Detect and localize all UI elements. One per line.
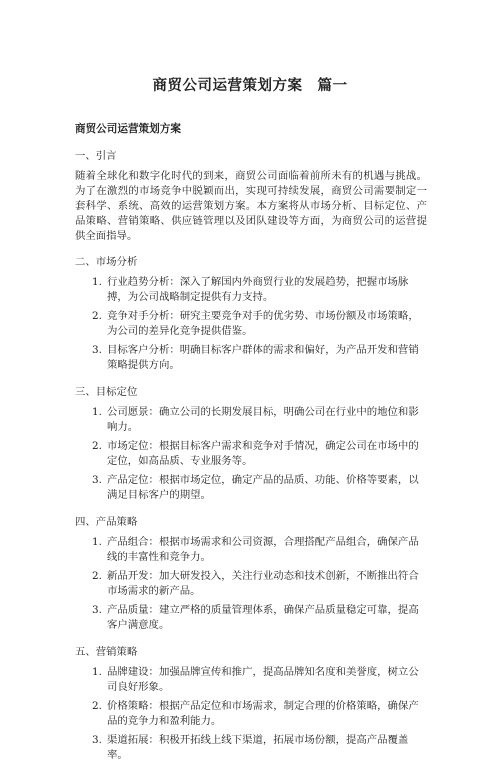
list-item — [75, 275, 427, 305]
list-item-text: 渠道拓展：积极开拓线上线下渠道，拓展市场份额，提高产品覆盖率。 — [107, 734, 409, 761]
list-item — [75, 535, 427, 565]
list-number: 1. — [92, 536, 102, 548]
list-item-text: 市场定位：根据目标客户需求和竞争对手情况，确定公司在市场中的定位，如高品质、专业服务等。 — [107, 440, 419, 467]
list-number: 2. — [92, 440, 102, 452]
list-number: 3. — [92, 344, 102, 356]
list-number: 3. — [92, 734, 102, 746]
market-analysis-list — [75, 275, 427, 373]
list-item-text: 新品开发：加大研发投入，关注行业动态和技术创新，不断推出符合市场需求的新产品。 — [107, 570, 419, 597]
list-item — [75, 733, 427, 763]
list-item-text: 行业趋势分析：深入了解国内外商贸行业的发展趋势，把握市场脉搏，为公司战略制定提供有力支持。 — [107, 276, 409, 303]
list-item — [75, 405, 427, 435]
section-heading-market-analysis: 二、市场分析 — [75, 256, 138, 268]
list-item-text: 产品质量：建立严格的质量管理体系，确保产品质量稳定可靠，提高客户满意度。 — [107, 604, 419, 631]
positioning-list — [75, 405, 427, 503]
list-item — [75, 343, 427, 373]
list-item — [75, 699, 427, 729]
list-number: 3. — [92, 474, 102, 486]
product-strategy-list — [75, 535, 427, 633]
list-item — [75, 665, 427, 695]
list-item — [75, 309, 427, 339]
list-item — [75, 569, 427, 599]
section-heading-marketing-strategy: 五、营销策略 — [75, 646, 138, 658]
list-number: 2. — [92, 570, 102, 582]
list-item-text: 产品定位：根据市场定位，确定产品的品质、功能、价格等要素，以满足目标客户的期望。 — [107, 474, 419, 501]
list-number: 1. — [92, 406, 102, 418]
list-number: 1. — [92, 276, 102, 288]
list-item-text: 竞争对手分析：研究主要竞争对手的优劣势、市场份额及市场策略，为公司的差异化竞争提供借鉴。 — [107, 310, 419, 337]
document-subtitle: 商贸公司运营策划方案 — [75, 123, 181, 135]
list-item-text: 公司愿景：确立公司的长期发展目标，明确公司在行业中的地位和影响力。 — [107, 406, 419, 433]
list-item — [75, 473, 427, 503]
list-item-text: 价格策略：根据产品定位和市场需求，制定合理的价格策略，确保产品的竞争力和盈利能力。 — [107, 700, 419, 727]
section-heading-product-strategy: 四、产品策略 — [75, 516, 138, 528]
list-number: 1. — [92, 666, 102, 678]
list-number: 2. — [92, 700, 102, 712]
list-number: 3. — [92, 604, 102, 616]
marketing-strategy-list — [75, 665, 427, 763]
list-item — [75, 439, 427, 469]
list-item — [75, 603, 427, 633]
list-item-text: 产品组合：根据市场需求和公司资源，合理搭配产品组合，确保产品线的丰富性和竞争力。 — [107, 536, 419, 563]
section-heading-positioning: 三、目标定位 — [75, 386, 138, 398]
list-item-text: 目标客户分析：明确目标客户群体的需求和偏好，为产品开发和营销策略提供方向。 — [107, 344, 419, 371]
document-body — [75, 122, 427, 775]
section-heading-intro: 一、引言 — [75, 150, 117, 162]
intro-paragraph: 随着全球化和数字化时代的到来，商贸公司面临着前所未有的机遇与挑战。为了在激烈的市场竞争中脱颖而出，实现可持续发展，商贸公司需要制定一套科学、系统、高效的运营策划方案。本方案将从市场分析、目标定位、产品策略、营销策略、供应链管理以及团队建设等方面，为商贸公司的运营提供全面指导。 — [75, 170, 427, 242]
document-title: 商贸公司运营策划方案 篇一 — [152, 77, 348, 94]
list-number: 2. — [92, 310, 102, 322]
list-item-text: 品牌建设：加强品牌宣传和推广，提高品牌知名度和美誉度，树立公司良好形象。 — [107, 666, 419, 693]
